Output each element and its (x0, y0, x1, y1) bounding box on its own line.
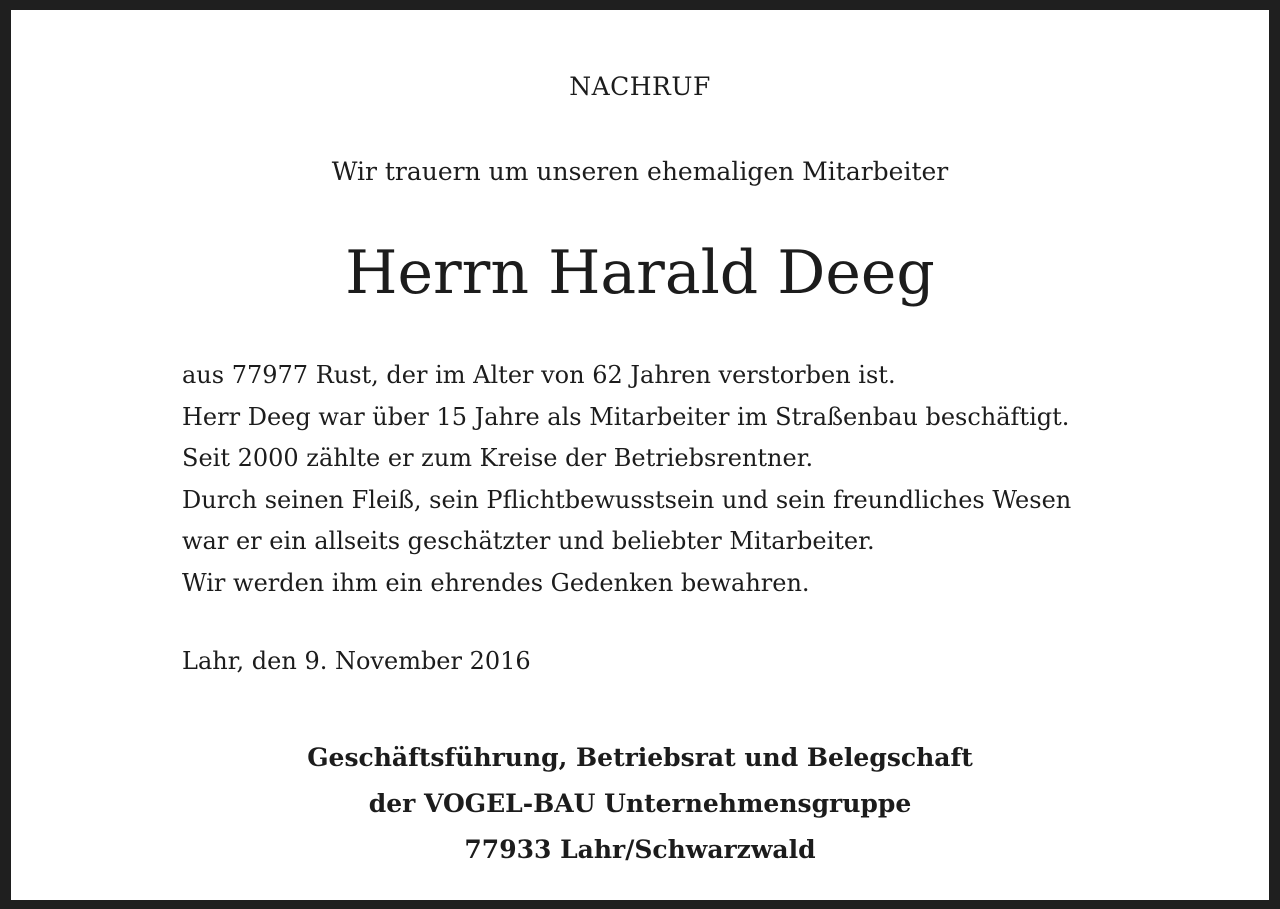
body-line: war er ein allseits geschätzter und beliebter Mitarbeiter. (182, 527, 875, 556)
place-date: Lahr, den 9. November 2016 (182, 647, 531, 675)
signature-block (11, 735, 1269, 873)
signature-line: 77933 Lahr/Schwarzwald (464, 835, 816, 864)
notice-body (182, 355, 1182, 605)
body-line: Herr Deeg war über 15 Jahre als Mitarbeiter im Straßenbau beschäftigt. (182, 402, 1070, 431)
notice-heading: NACHRUF (569, 72, 711, 101)
signature-line: Geschäftsführung, Betriebsrat und Belegschaft (307, 743, 973, 772)
deceased-name: Herrn Harald Deeg (345, 238, 935, 308)
intro-line: Wir trauern um unseren ehemaligen Mitarbeiter (331, 157, 949, 186)
body-line: Durch seinen Fleiß, sein Pflichtbewusstsein und sein freundliches Wesen (182, 485, 1072, 514)
obituary-notice (11, 10, 1269, 900)
body-line: Wir werden ihm ein ehrendes Gedenken bewahren. (182, 568, 810, 597)
body-line: aus 77977 Rust, der im Alter von 62 Jahren verstorben ist. (182, 361, 896, 389)
body-line: Seit 2000 zählte er zum Kreise der Betriebsrentner. (182, 444, 814, 473)
signature-line: der VOGEL-BAU Unternehmensgruppe (368, 789, 912, 818)
